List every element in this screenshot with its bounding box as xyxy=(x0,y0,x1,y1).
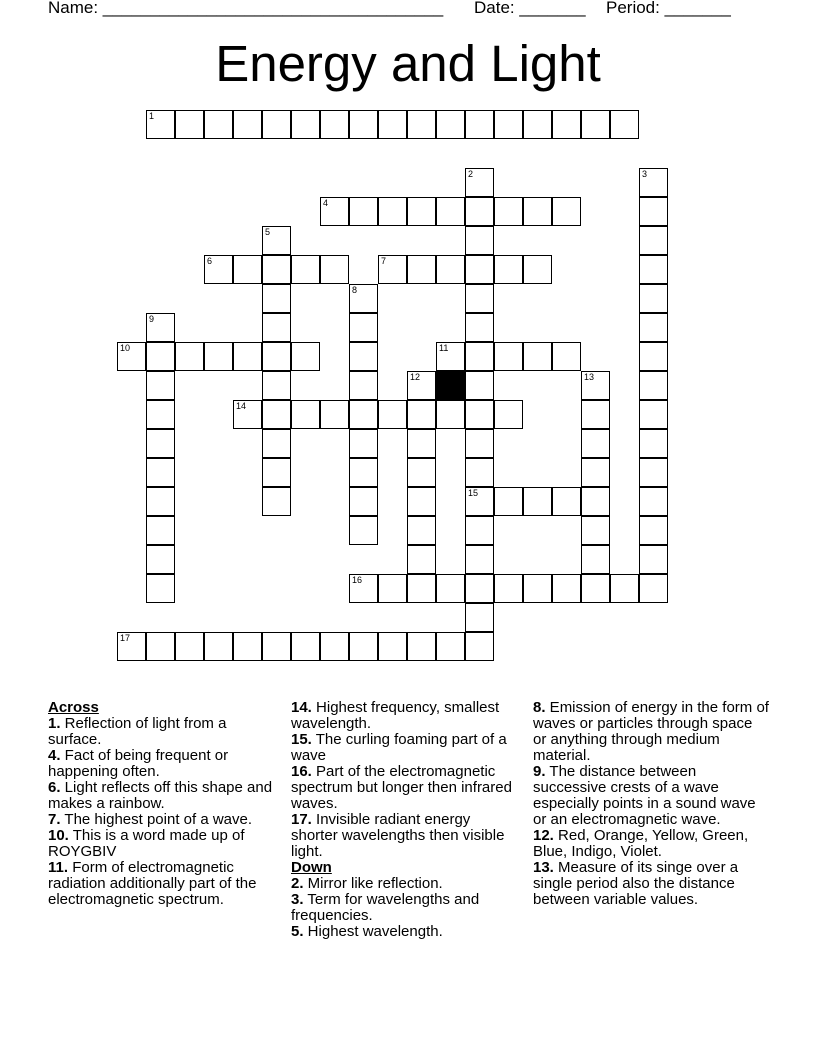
crossword-cell[interactable] xyxy=(581,371,610,400)
clues-column-3 xyxy=(533,700,769,908)
crossword-cell[interactable] xyxy=(349,313,378,342)
crossword-cell[interactable] xyxy=(349,632,378,661)
clue-across-6: 6. Light reflects off this shape and makes a rainbow. xyxy=(48,779,273,812)
puzzle-title: Energy and Light xyxy=(215,35,601,92)
crossword-cell[interactable] xyxy=(204,110,233,139)
crossword-cell[interactable] xyxy=(436,110,465,139)
crossword-cell[interactable] xyxy=(523,255,552,284)
crossword-cell[interactable] xyxy=(581,574,610,603)
name-label: Name: xyxy=(48,0,103,17)
crossword-cell[interactable] xyxy=(378,632,407,661)
crossword-cell[interactable] xyxy=(407,574,436,603)
crossword-cell[interactable] xyxy=(436,255,465,284)
crossword-cell[interactable] xyxy=(233,255,262,284)
clue-across-4: 4. Fact of being frequent or happening often. xyxy=(48,747,229,780)
crossword-cell[interactable] xyxy=(262,255,291,284)
crossword-cell[interactable] xyxy=(378,110,407,139)
crossword-cell[interactable] xyxy=(146,342,175,371)
crossword-cell[interactable] xyxy=(233,342,262,371)
crossword-cell[interactable] xyxy=(407,487,436,516)
crossword-cell[interactable] xyxy=(465,371,494,400)
crossword-cell[interactable] xyxy=(378,574,407,603)
crossword-cell[interactable] xyxy=(523,197,552,226)
crossword-cell[interactable] xyxy=(320,197,349,226)
clue-across-17: 17. Invisible radiant energy shorter wavelengths then visible light. xyxy=(291,811,505,860)
crossword-cell[interactable] xyxy=(320,255,349,284)
crossword-cell[interactable] xyxy=(494,574,523,603)
crossword-cell[interactable] xyxy=(146,574,175,603)
crossword-cell[interactable] xyxy=(378,197,407,226)
crossword-cell[interactable] xyxy=(465,313,494,342)
crossword-cell[interactable] xyxy=(465,197,494,226)
crossword-cell[interactable] xyxy=(146,487,175,516)
crossword-cell[interactable] xyxy=(291,632,320,661)
crossword-cell[interactable] xyxy=(204,255,233,284)
crossword-cell[interactable] xyxy=(436,400,465,429)
crossword-cell[interactable] xyxy=(610,110,639,139)
crossword-cell[interactable] xyxy=(291,110,320,139)
crossword-cell[interactable] xyxy=(552,487,581,516)
clue-across-1: 1. Reflection of light from a surface. xyxy=(48,715,227,748)
crossword-cell[interactable] xyxy=(639,371,668,400)
crossword-cell[interactable] xyxy=(204,632,233,661)
period-line[interactable]: _______ xyxy=(664,0,731,17)
clue-down-9: 9. The distance between successive crests of a wave especially points in a sound wave or an electromagnetic wave. xyxy=(533,763,756,828)
crossword-cell[interactable] xyxy=(610,574,639,603)
crossword-cell[interactable] xyxy=(349,516,378,545)
clue-across-14: 14. Highest frequency, smallest wavelength. xyxy=(291,699,500,732)
crossword-cell[interactable] xyxy=(349,574,378,603)
clue-number: 10 xyxy=(120,343,131,353)
crossword-cell[interactable] xyxy=(494,197,523,226)
crossword-cell[interactable] xyxy=(146,371,175,400)
name-line[interactable]: ____________________________________ xyxy=(102,0,444,17)
crossword-cell[interactable] xyxy=(349,197,378,226)
crossword-cell[interactable] xyxy=(639,574,668,603)
crossword-cell[interactable] xyxy=(407,400,436,429)
crossword-cell[interactable] xyxy=(407,516,436,545)
clue-number: 4 xyxy=(323,198,329,208)
across-heading: Across xyxy=(48,699,99,716)
crossword-cell[interactable] xyxy=(581,458,610,487)
clue-down-12: 12. Red, Orange, Yellow, Green, Blue, Indigo, Violet. xyxy=(533,827,749,860)
clue-number: 9 xyxy=(149,314,155,324)
crossword-cell[interactable] xyxy=(146,110,175,139)
clue-number: 16 xyxy=(352,575,363,585)
crossword-cell[interactable] xyxy=(407,545,436,574)
crossword-cell[interactable] xyxy=(436,342,465,371)
crossword-cell[interactable] xyxy=(494,255,523,284)
crossword-cell[interactable] xyxy=(233,110,262,139)
crossword-cell[interactable] xyxy=(349,284,378,313)
clue-number: 12 xyxy=(410,372,421,382)
crossword-cell[interactable] xyxy=(465,516,494,545)
crossword-cell[interactable] xyxy=(639,400,668,429)
clue-down-3: 3. Term for wavelengths and frequencies. xyxy=(291,891,480,924)
down-heading: Down xyxy=(291,859,332,876)
crossword-cell[interactable] xyxy=(523,487,552,516)
crossword-cell[interactable] xyxy=(639,255,668,284)
crossword-cell[interactable] xyxy=(639,284,668,313)
crossword-cell[interactable] xyxy=(291,400,320,429)
crossword-cell[interactable] xyxy=(349,110,378,139)
crossword-cell[interactable] xyxy=(552,197,581,226)
crossword-cell[interactable] xyxy=(262,400,291,429)
crossword-cell[interactable] xyxy=(320,400,349,429)
crossword-cell[interactable] xyxy=(407,371,436,400)
crossword-cell[interactable] xyxy=(146,400,175,429)
crossword-cell[interactable] xyxy=(407,632,436,661)
clue-across-10: 10. This is a word made up of ROYGBIV xyxy=(48,827,245,860)
crossword-cell[interactable] xyxy=(639,458,668,487)
crossword-cell[interactable] xyxy=(291,255,320,284)
crossword-cell[interactable] xyxy=(349,342,378,371)
crossword-cell[interactable] xyxy=(465,487,494,516)
crossword-cell[interactable] xyxy=(349,458,378,487)
crossword-cell[interactable] xyxy=(639,197,668,226)
clue-across-11: 11. Form of electromagnetic radiation additionally part of the electromagnetic spectrum. xyxy=(48,859,257,908)
clue-number: 1 xyxy=(149,111,155,121)
clues-column-1 xyxy=(48,700,280,908)
clue-number: 11 xyxy=(439,343,449,353)
crossword-cell[interactable] xyxy=(320,110,349,139)
crossword-cell[interactable] xyxy=(523,110,552,139)
crossword-cell[interactable] xyxy=(262,632,291,661)
clue-down-8: 8. Emission of energy in the form of waves or particles through space or anything through medium material. xyxy=(533,699,769,764)
crossword-cell[interactable] xyxy=(117,342,146,371)
clue-number: 8 xyxy=(352,285,358,295)
crossword-cell[interactable] xyxy=(494,400,523,429)
crossword-cell[interactable] xyxy=(407,429,436,458)
crossword-cell[interactable] xyxy=(262,284,291,313)
crossword-cell[interactable] xyxy=(175,110,204,139)
crossword-cell[interactable] xyxy=(436,632,465,661)
clues-column-2 xyxy=(291,700,519,940)
crossword-cell[interactable] xyxy=(494,342,523,371)
crossword-cell[interactable] xyxy=(465,342,494,371)
crossword-cell[interactable] xyxy=(639,516,668,545)
crossword-cell[interactable] xyxy=(465,574,494,603)
crossword-cell[interactable] xyxy=(581,516,610,545)
crossword-cell[interactable] xyxy=(117,632,146,661)
crossword-cell[interactable] xyxy=(349,429,378,458)
crossword-cell[interactable] xyxy=(523,342,552,371)
crossword-cell[interactable] xyxy=(639,429,668,458)
crossword-block-cell xyxy=(436,371,465,400)
crossword-cell[interactable] xyxy=(146,458,175,487)
crossword-cell[interactable] xyxy=(146,516,175,545)
date-label: Date: xyxy=(474,0,520,17)
crossword-cell[interactable] xyxy=(262,458,291,487)
clue-down-5: 5. Highest wavelength. xyxy=(291,923,443,940)
crossword-cell[interactable] xyxy=(291,342,320,371)
crossword-cell[interactable] xyxy=(581,110,610,139)
crossword-cell[interactable] xyxy=(581,429,610,458)
crossword-cell[interactable] xyxy=(436,197,465,226)
crossword-cell[interactable] xyxy=(262,110,291,139)
crossword-cell[interactable] xyxy=(494,487,523,516)
crossword-cell[interactable] xyxy=(146,313,175,342)
crossword-cell[interactable] xyxy=(465,168,494,197)
crossword-cell[interactable] xyxy=(465,458,494,487)
date-line[interactable]: _______ xyxy=(519,0,586,17)
crossword-cell[interactable] xyxy=(465,429,494,458)
crossword-cell[interactable] xyxy=(407,458,436,487)
crossword-cell[interactable] xyxy=(349,371,378,400)
crossword-cell[interactable] xyxy=(262,226,291,255)
crossword-cell[interactable] xyxy=(262,429,291,458)
crossword-cell[interactable] xyxy=(146,632,175,661)
crossword-cell[interactable] xyxy=(465,284,494,313)
crossword-cell[interactable] xyxy=(233,632,262,661)
crossword-cell[interactable] xyxy=(552,574,581,603)
crossword-cell[interactable] xyxy=(204,342,233,371)
clue-number: 7 xyxy=(381,256,387,266)
crossword-cell[interactable] xyxy=(407,197,436,226)
crossword-cell[interactable] xyxy=(378,255,407,284)
crossword-cell[interactable] xyxy=(639,545,668,574)
clue-across-7: 7. The highest point of a wave. xyxy=(48,811,253,828)
crossword-cell[interactable] xyxy=(552,110,581,139)
clue-across-16: 16. Part of the electromagnetic spectrum but longer then infrared waves. xyxy=(291,763,512,812)
crossword-cell[interactable] xyxy=(146,429,175,458)
crossword-cell[interactable] xyxy=(262,342,291,371)
crossword-cell[interactable] xyxy=(465,632,494,661)
clue-number: 6 xyxy=(207,256,213,266)
clue-down-2: 2. Mirror like reflection. xyxy=(291,875,443,892)
period-label: Period: xyxy=(606,0,665,17)
crossword-cell[interactable] xyxy=(465,226,494,255)
crossword-cell[interactable] xyxy=(581,487,610,516)
crossword-cell[interactable] xyxy=(262,487,291,516)
crossword-cell[interactable] xyxy=(233,400,262,429)
crossword-cell[interactable] xyxy=(175,632,204,661)
crossword-cell[interactable] xyxy=(494,110,523,139)
crossword-cell[interactable] xyxy=(581,545,610,574)
crossword-cell[interactable] xyxy=(639,313,668,342)
clue-across-15: 15. The curling foaming part of a wave xyxy=(291,731,507,764)
crossword-cell[interactable] xyxy=(552,342,581,371)
clue-down-13: 13. Measure of its singe over a single period also the distance between variable values. xyxy=(533,859,739,908)
crossword-cell[interactable] xyxy=(146,545,175,574)
crossword-cell[interactable] xyxy=(465,255,494,284)
crossword-cell[interactable] xyxy=(407,255,436,284)
crossword-cell[interactable] xyxy=(581,400,610,429)
crossword-cell[interactable] xyxy=(349,400,378,429)
crossword-cell[interactable] xyxy=(320,632,349,661)
clue-number: 17 xyxy=(120,633,131,643)
crossword-cell[interactable] xyxy=(378,400,407,429)
crossword-cell[interactable] xyxy=(262,371,291,400)
crossword-cell[interactable] xyxy=(639,168,668,197)
crossword-cell[interactable] xyxy=(262,313,291,342)
crossword-cell[interactable] xyxy=(175,342,204,371)
crossword-cell[interactable] xyxy=(407,110,436,139)
clue-number: 2 xyxy=(468,169,474,179)
crossword-cell[interactable] xyxy=(639,487,668,516)
crossword-cell[interactable] xyxy=(639,226,668,255)
crossword-cell[interactable] xyxy=(465,603,494,632)
crossword-cell[interactable] xyxy=(436,574,465,603)
crossword-cell[interactable] xyxy=(465,545,494,574)
clue-number: 13 xyxy=(584,372,595,382)
crossword-cell[interactable] xyxy=(465,110,494,139)
crossword-cell[interactable] xyxy=(639,342,668,371)
crossword-cell[interactable] xyxy=(349,487,378,516)
clue-number: 5 xyxy=(265,227,271,237)
clue-number: 15 xyxy=(468,488,479,498)
crossword-cell[interactable] xyxy=(465,400,494,429)
crossword-cell[interactable] xyxy=(523,574,552,603)
clue-number: 3 xyxy=(642,169,648,179)
clue-number: 14 xyxy=(236,401,247,411)
